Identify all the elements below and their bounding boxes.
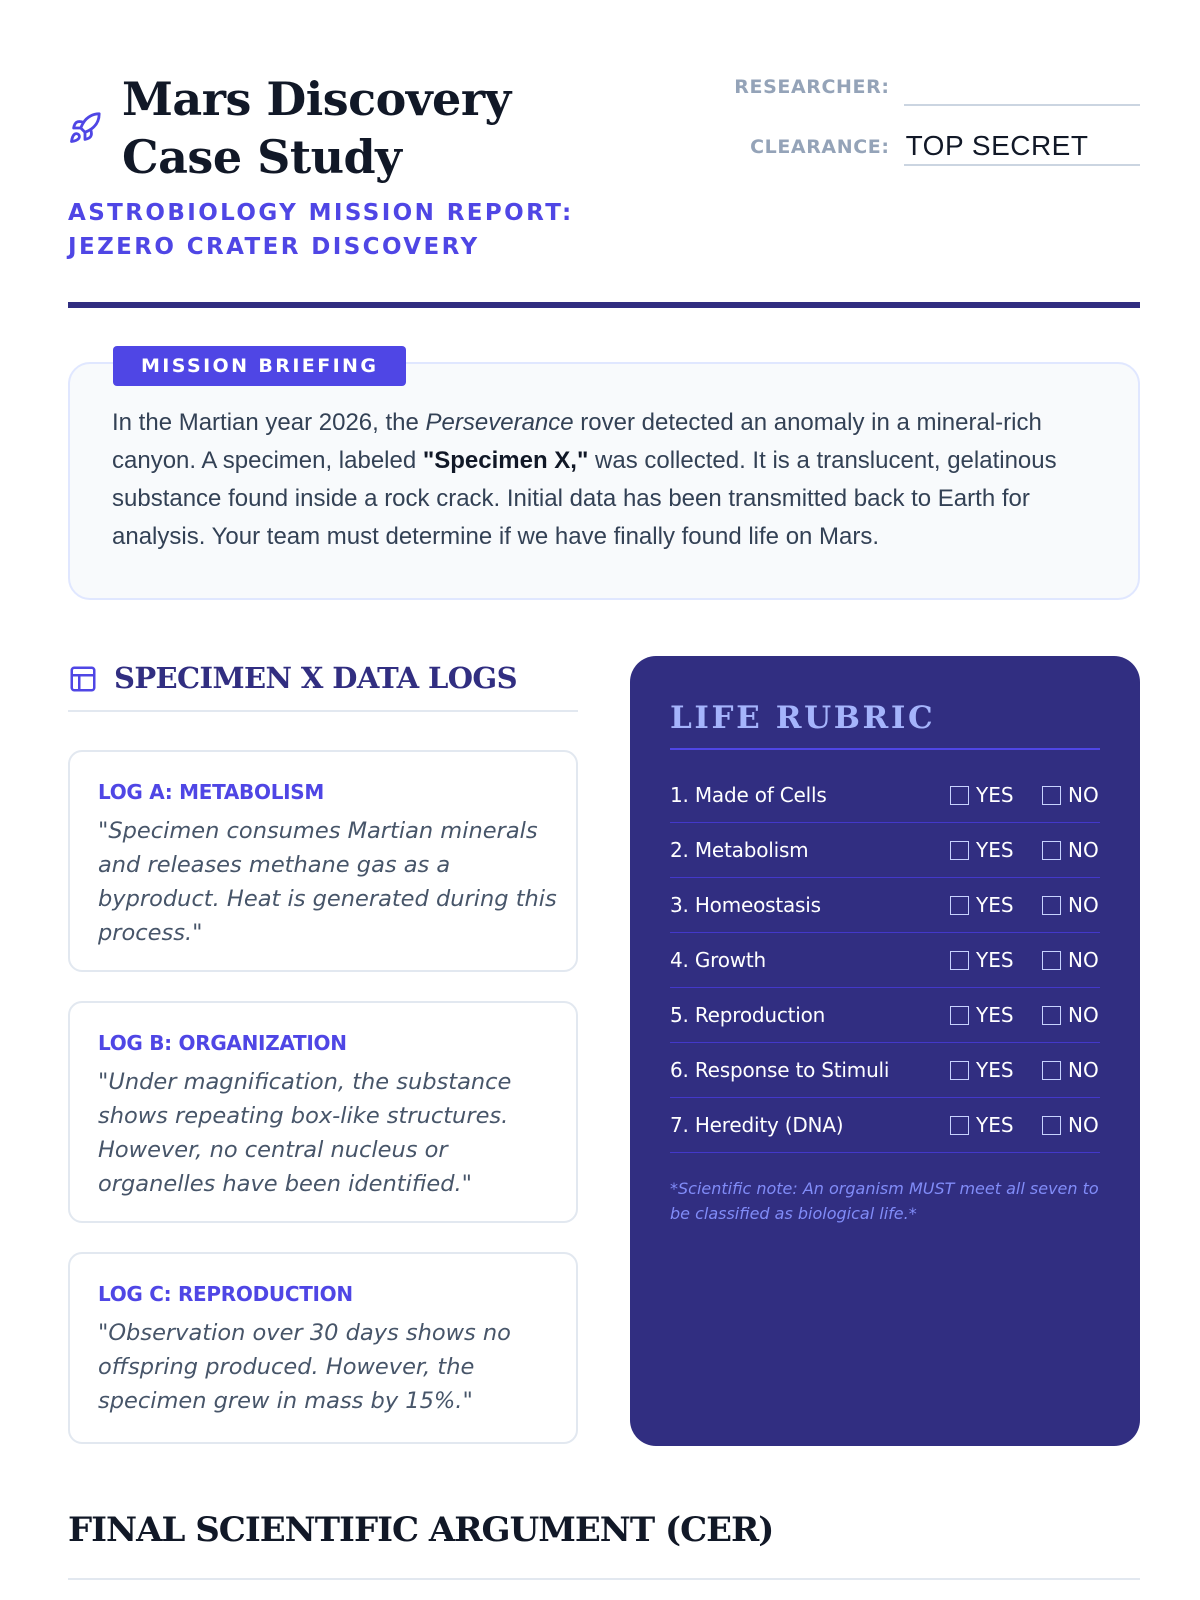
- briefing-text-part-1: In the Martian year 2026, the: [112, 409, 426, 436]
- no-checkbox[interactable]: [1042, 951, 1061, 970]
- yes-option[interactable]: [950, 1113, 1042, 1137]
- mission-briefing: [68, 355, 1140, 600]
- yes-label: YES: [976, 838, 1014, 862]
- clearance-label: CLEARANCE:: [750, 136, 890, 158]
- rubric-criterion: 1. Made of Cells: [670, 783, 827, 807]
- yes-label: YES: [976, 893, 1014, 917]
- no-label: NO: [1068, 783, 1099, 807]
- rubric-row: [670, 768, 1100, 823]
- researcher-label: RESEARCHER:: [734, 76, 890, 98]
- yes-label: YES: [976, 783, 1014, 807]
- yes-checkbox[interactable]: [950, 951, 969, 970]
- yes-checkbox[interactable]: [950, 1061, 969, 1080]
- no-label: NO: [1068, 948, 1099, 972]
- no-option[interactable]: [1042, 783, 1100, 807]
- yes-checkbox[interactable]: [950, 1116, 969, 1135]
- log-label: LOG B: ORGANIZATION: [98, 1031, 347, 1055]
- log-card-metabolism: [68, 750, 578, 972]
- rubric-list: [670, 768, 1100, 1153]
- briefing-tag: MISSION BRIEFING: [113, 346, 406, 386]
- yes-label: YES: [976, 1113, 1014, 1137]
- researcher-field[interactable]: [904, 66, 1140, 106]
- rover-name: Perseverance: [425, 409, 574, 436]
- yes-option[interactable]: [950, 838, 1042, 862]
- rubric-note: *Scientific note: An organism MUST meet all seven to be classified as biological life.*: [670, 1179, 1099, 1223]
- rubric-row: [670, 988, 1100, 1043]
- researcher-row: [708, 66, 1140, 106]
- no-option[interactable]: [1042, 1003, 1100, 1027]
- rubric-row: [670, 1098, 1100, 1153]
- rubric-criterion: 6. Response to Stimuli: [670, 1058, 890, 1082]
- no-option[interactable]: [1042, 893, 1100, 917]
- no-option[interactable]: [1042, 1113, 1100, 1137]
- rubric-criterion: 2. Metabolism: [670, 838, 809, 862]
- briefing-text-part-3: was collected. It is a translucent, gelatinous substance found inside a rock crack. Initial data has been transmitted back to Earth for analysis. Your team must determine if we have finally found life on Mars.: [112, 447, 1057, 550]
- no-checkbox[interactable]: [1042, 841, 1061, 860]
- clearance-row: [708, 126, 1140, 166]
- data-logs-header: [68, 654, 578, 712]
- page-subtitle: ASTROBIOLOGY MISSION REPORT: JEZERO CRATER DISCOVERY: [68, 200, 574, 260]
- no-checkbox[interactable]: [1042, 1116, 1061, 1135]
- log-text: "Under magnification, the substance shows repeating box-like structures. However, no central nucleus or organelles have been identified.": [98, 1069, 512, 1197]
- rocket-icon: [68, 111, 102, 145]
- header-divider: [68, 302, 1140, 308]
- final-divider: [68, 1578, 1140, 1580]
- yes-checkbox[interactable]: [950, 786, 969, 805]
- worksheet-page: [68, 0, 1140, 1600]
- no-option[interactable]: [1042, 948, 1100, 972]
- table-icon: [68, 664, 98, 694]
- rubric-criterion: 4. Growth: [670, 948, 767, 972]
- no-label: NO: [1068, 1113, 1099, 1137]
- briefing-text-part-2: rover detected an anomaly in a mineral-rich canyon. A specimen, labeled: [112, 409, 1042, 474]
- yes-option[interactable]: [950, 948, 1042, 972]
- no-option[interactable]: [1042, 1058, 1100, 1082]
- yes-label: YES: [976, 1058, 1014, 1082]
- no-checkbox[interactable]: [1042, 786, 1061, 805]
- title-row: [68, 70, 668, 186]
- rubric-row: [670, 823, 1100, 878]
- data-logs-title: SPECIMEN X DATA LOGS: [114, 661, 517, 695]
- meta-fields: [708, 66, 1140, 186]
- yes-checkbox[interactable]: [950, 841, 969, 860]
- yes-checkbox[interactable]: [950, 896, 969, 915]
- yes-label: YES: [976, 1003, 1014, 1027]
- rubric-criterion: 3. Homeostasis: [670, 893, 821, 917]
- log-card-reproduction: [68, 1252, 578, 1444]
- yes-option[interactable]: [950, 783, 1042, 807]
- yes-option[interactable]: [950, 1058, 1042, 1082]
- rubric-row: [670, 1043, 1100, 1098]
- log-text: "Observation over 30 days shows no offspring produced. However, the specimen grew in mass by 15%.": [98, 1320, 511, 1414]
- log-text: "Specimen consumes Martian minerals and releases methane gas as a byproduct. Heat is generated during this process.": [98, 818, 557, 946]
- no-label: NO: [1068, 1003, 1099, 1027]
- no-label: NO: [1068, 838, 1099, 862]
- log-label: LOG C: REPRODUCTION: [98, 1282, 353, 1306]
- final-argument-title: FINAL SCIENTIFIC ARGUMENT (CER): [68, 1510, 774, 1550]
- yes-label: YES: [976, 948, 1014, 972]
- no-label: NO: [1068, 893, 1099, 917]
- rubric-title: LIFE RUBRIC: [670, 698, 1100, 750]
- specimen-name: "Specimen X,": [422, 447, 589, 474]
- header: [68, 66, 1140, 306]
- log-label: LOG A: METABOLISM: [98, 780, 324, 804]
- briefing-text: [112, 404, 1112, 556]
- no-label: NO: [1068, 1058, 1099, 1082]
- rubric-criterion: 5. Reproduction: [670, 1003, 826, 1027]
- rubric-row: [670, 878, 1100, 933]
- page-title: Mars Discovery Case Study: [122, 72, 511, 184]
- no-checkbox[interactable]: [1042, 896, 1061, 915]
- log-card-organization: [68, 1001, 578, 1223]
- yes-option[interactable]: [950, 1003, 1042, 1027]
- yes-option[interactable]: [950, 893, 1042, 917]
- rubric-row: [670, 933, 1100, 988]
- no-checkbox[interactable]: [1042, 1061, 1061, 1080]
- life-rubric: [630, 656, 1140, 1446]
- no-option[interactable]: [1042, 838, 1100, 862]
- yes-checkbox[interactable]: [950, 1006, 969, 1025]
- clearance-field[interactable]: TOP SECRET: [904, 126, 1140, 166]
- no-checkbox[interactable]: [1042, 1006, 1061, 1025]
- rubric-criterion: 7. Heredity (DNA): [670, 1113, 844, 1137]
